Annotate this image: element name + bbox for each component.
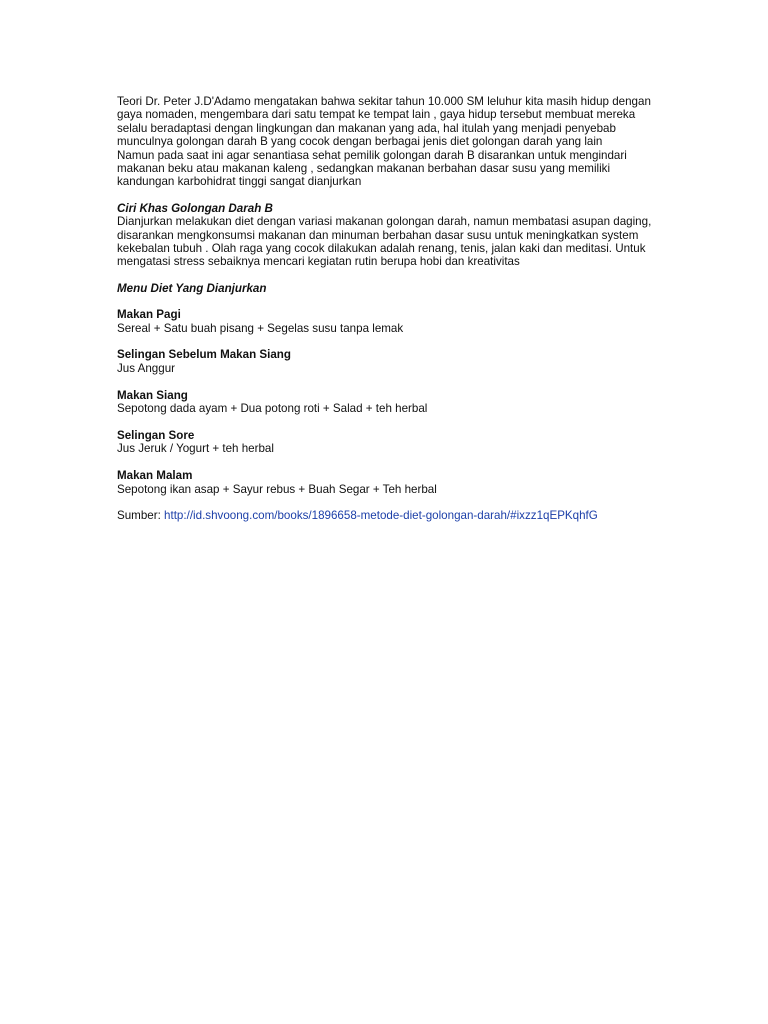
menu-item-text: Jus Anggur [117,361,176,375]
spacer [117,295,662,308]
menu-item-text: Jus Jeruk / Yogurt + teh herbal [117,442,274,456]
menu-item-label: Makan Malam [117,469,193,483]
menu-item-makan-siang [117,389,662,416]
menu-item-text: Sepotong ikan asap + Sayur rebus + Buah Segar + Teh herbal [117,482,437,496]
source-label: Sumber: [117,509,165,523]
menu-item-label: Selingan Sore [117,428,195,442]
ciri-khas-paragraph: Dianjurkan melakukan diet dengan variasi makanan golongan darah, namun membatasi asupan daging, disarankan mengkonsumsi makanan dan minuman berbahan dasar susu untuk meningkatkan system kekebalan tubuh . Olah raga yang cocok dilakukan adalah renang, tenis, jalan kaki dan meditasi. Untuk mengatasi stress sebaiknya mencari kegiatan rutin berupa hobi dan kreativitas [117,215,652,269]
ciri-khas-heading: Ciri Khas Golongan Darah B [117,201,273,215]
source-link[interactable]: http://id.shvoong.com/books/1896658-metode-diet-golongan-darah/#ixzz1qEPKqhfG [164,509,598,523]
menu-heading: Menu Diet Yang Dianjurkan [117,281,267,295]
source-line [117,509,662,522]
menu-item-label: Makan Pagi [117,308,181,322]
menu-item-text: Sereal + Satu buah pisang + Segelas susu tanpa lemak [117,321,404,335]
menu-item-label: Selingan Sebelum Makan Siang [117,348,291,362]
menu-item-text: Sepotong dada ayam + Dua potong roti + Salad + teh herbal [117,402,428,416]
menu-item-selingan-sore [117,429,662,456]
menu-item-makan-malam [117,469,662,496]
spacer [117,189,662,202]
document-page [117,95,662,523]
intro-paragraph-1: Teori Dr. Peter J.D'Adamo mengatakan bahwa sekitar tahun 10.000 SM leluhur kita masih hidup dengan gaya nomaden, mengembara dari satu tempat ke tempat lain , gaya hidup tersebut membuat mereka selalu beradaptasi dengan lingkungan dan makanan yang ada, hal itulah yang menjadi penyebab munculnya golongan darah B yang cocok dengan berbagai jenis diet golongan darah yang lain [117,95,651,149]
menu-item-selingan-sebelum-makan-siang [117,348,662,375]
spacer [117,269,662,282]
menu-item-label: Makan Siang [117,388,188,402]
intro-paragraph-2: Namun pada saat ini agar senantiasa sehat pemilik golongan darah B disarankan untuk mengindari makanan beku atau makanan kaleng , sedangkan makanan berbahan dasar susu yang memiliki kandungan karbohidrat tinggi sangat dianjurkan [117,148,627,189]
menu-item-makan-pagi [117,308,662,335]
